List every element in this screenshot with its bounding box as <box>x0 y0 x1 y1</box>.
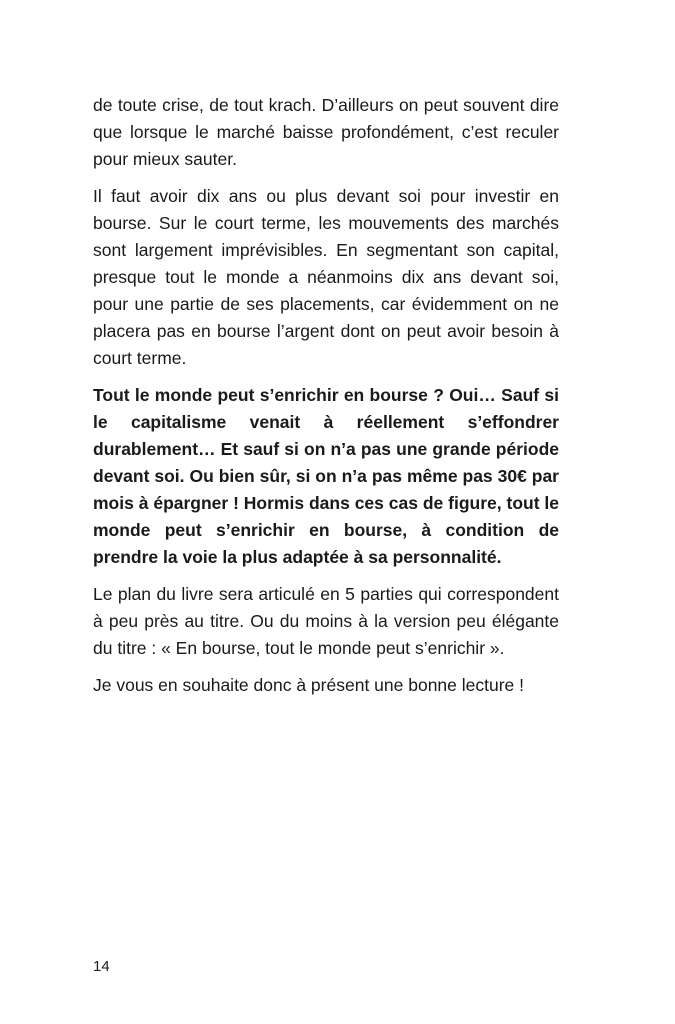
paragraph-crash-intro: de toute crise, de tout krach. D’ailleurs on peut souvent dire que lorsque le marché baisse profondément, c’est reculer pour mieux sauter. <box>93 95 559 169</box>
paragraph-time-horizon: Il faut avoir dix ans ou plus devant soi pour investir en bourse. Sur le court terme, les mouvements des marchés sont largement imprévisibles. En segmentant son capital, presque tout le monde a néanmoins dix ans devant soi, pour une partie de ses placements, car évidemment on ne placera pas en bourse l’argent dont on peut avoir besoin à court terme. <box>93 186 559 368</box>
paragraph-bold-thesis: Tout le monde peut s’enrichir en bourse ? Oui… Sauf si le capitalisme venait à réellement s’effondrer durablement… Et sauf si on n’a pas une grande période devant soi. Ou bien sûr, si on n’a pas même pas 30€ par mois à épargner ! Hormis dans ces cas de figure, tout le monde peut s’enrichir en bourse, à condition de prendre la voie la plus adaptée à sa personnalité. <box>93 385 559 567</box>
page-body <box>93 92 559 709</box>
paragraph-closing: Je vous en souhaite donc à présent une bonne lecture ! <box>93 675 524 695</box>
paragraph-book-plan: Le plan du livre sera articulé en 5 parties qui correspondent à peu près au titre. Ou du moins à la version peu élégante du titre : « En bourse, tout le monde peut s’enrichir ». <box>93 584 559 658</box>
page-number: 14 <box>93 958 110 975</box>
